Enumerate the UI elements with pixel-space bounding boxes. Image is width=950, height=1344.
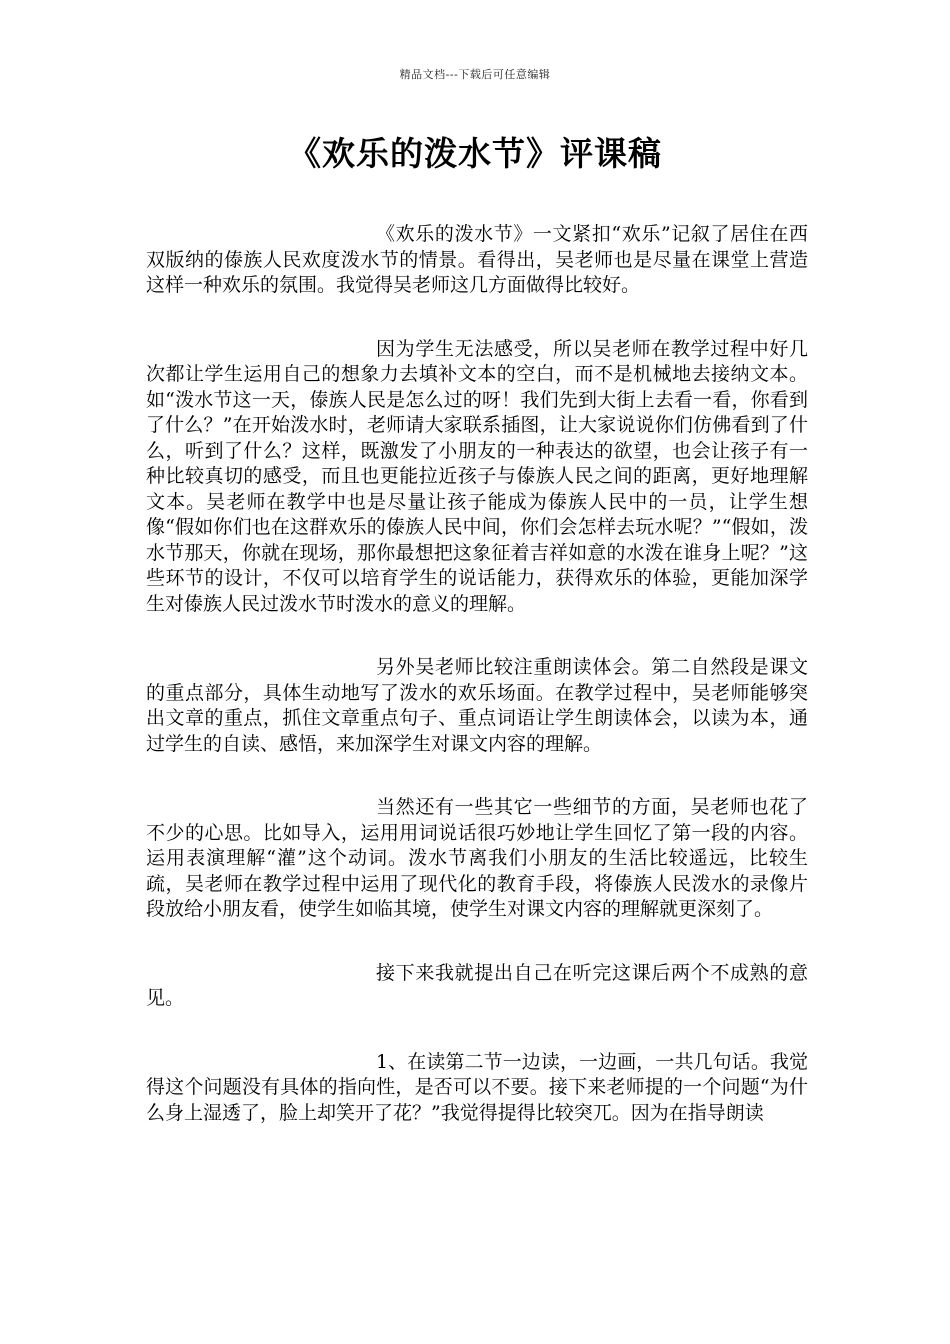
document-header-note: 精品文档---下载后可任意编辑	[399, 68, 551, 81]
document-body	[146, 222, 808, 1164]
paragraph-intro: 《欢乐的泼水节》一文紧扣“欢乐”记叙了居住在西双版纳的傣族人民欢度泼水节的情景。看得出，吴老师也是尽量在课堂上营造这样一种欢乐的氛围。我觉得吴老师这几方面做得比较好。	[146, 223, 808, 296]
paragraph-details: 当然还有一些其它一些细节的方面，吴老师也花了不少的心思。比如导入，运用用词说话很巧妙地让学生回忆了第一段的内容。运用表演理解“灌”这个动词。泼水节离我们小朋友的生活比较遥远，比较生疏，吴老师在教学过程中运用了现代化的教育手段，将傣族人民泼水的录像片段放给小朋友看，使学生如临其境，使学生对课文内容的理解就更深刻了。	[146, 796, 808, 920]
paragraph-reading: 另外吴老师比较注重朗读体会。第二自然段是课文的重点部分，具体生动地写了泼水的欢乐场面。在教学过程中，吴老师能够突出文章的重点，抓住文章重点句子、重点词语让学生朗读体会，以读为本，通过学生的自读、感悟，来加深学生对课文内容的理解。	[146, 656, 808, 755]
paragraph-suggestions-intro: 接下来我就提出自己在听完这课后两个不成熟的意见。	[146, 961, 808, 1009]
document-title: 《欢乐的泼水节》评课稿	[288, 134, 662, 173]
paragraph-imagination: 因为学生无法感受，所以吴老师在教学过程中好几次都让学生运用自己的想象力去填补文本的空白，而不是机械地去接纳文本。如“泼水节这一天，傣族人民是怎么过的呀！我们先到大街上去看一看，你看到了什么？”在开始泼水时，老师请大家联系插图，让大家说说你们仿佛看到了什么，听到了什么？这样，既激发了小朋友的一种表达的欲望，也会让孩子有一种比较真切的感受，而且也更能拉近孩子与傣族人民之间的距离，更好地理解文本。吴老师在教学中也是尽量让孩子能成为傣族人民中的一员，让学生想像“假如你们也在这群欢乐的傣族人民中间，你们会怎样去玩水呢？”“假如，泼水节那天，你就在现场，那你最想把这象征着吉祥如意的水泼在谁身上呢？”这些环节的设计，不仅可以培育学生的说话能力，获得欢乐的体验，更能加深学生对傣族人民过泼水节时泼水的意义的理解。	[146, 337, 808, 615]
paragraph-suggestion-1: 1、在读第二节一边读，一边画，一共几句话。我觉得这个问题没有具体的指向性，是否可以不要。接下来老师提的一个问题“为什么身上湿透了，脸上却笑开了花？”我觉得提得比较突兀。因为在指导朗读	[146, 1050, 808, 1124]
